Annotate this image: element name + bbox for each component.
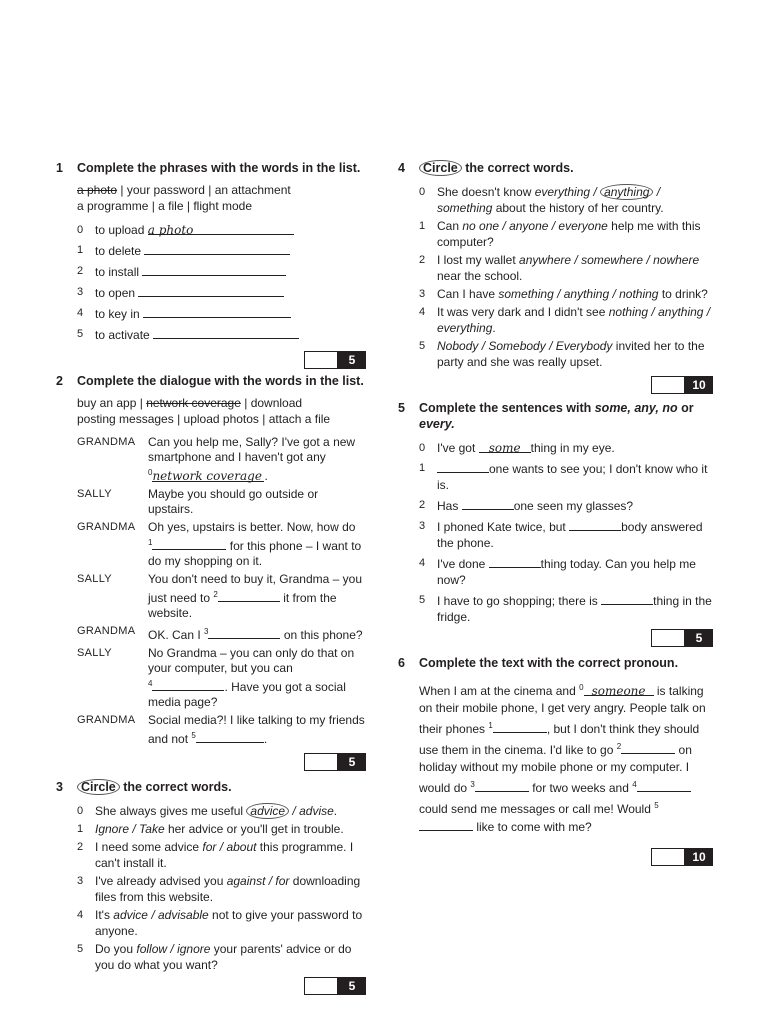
answer-blank[interactable]	[479, 440, 531, 453]
item-number: 0	[77, 224, 84, 236]
score-input[interactable]	[651, 629, 685, 647]
list-item	[419, 555, 713, 588]
item-text: .	[333, 804, 338, 818]
speaker-name: SALLY	[77, 573, 112, 585]
item-number: 1	[77, 244, 84, 256]
exercise-number: 5	[398, 401, 405, 415]
item-text: Can	[437, 219, 463, 233]
item-list	[419, 440, 713, 625]
option-circled[interactable]: advice	[246, 803, 289, 819]
option[interactable]: ignore	[177, 942, 211, 956]
item-text: help me with this computer?	[437, 219, 701, 249]
score-total: 5	[338, 753, 366, 771]
left-column	[56, 160, 366, 995]
handwritten-answer: someone	[591, 684, 646, 698]
item-text: Can I have	[437, 287, 499, 301]
list-item	[419, 497, 713, 514]
paragraph-text: is talking on their mobile phone, I get very angry. People talk on their phones	[419, 684, 706, 736]
item-text: one seen my glasses?	[513, 499, 634, 513]
score-total: 5	[338, 351, 366, 369]
answer-blank[interactable]	[153, 326, 299, 339]
line-text: .	[263, 732, 268, 746]
item-text: invited her to the party and she was really upset.	[437, 339, 705, 369]
word-item: posting messages	[77, 412, 174, 426]
gap-number: 2	[616, 742, 622, 751]
answer-blank[interactable]	[138, 284, 284, 297]
paragraph-text: When I am at the cinema and	[419, 684, 576, 698]
answer-blank[interactable]	[584, 683, 654, 696]
item-text: I have to go shopping; there is	[437, 594, 598, 608]
options[interactable]: Nobody / Somebody / Everybody	[437, 339, 613, 353]
answer-blank[interactable]	[148, 222, 294, 235]
exercise-5-heading	[398, 400, 713, 432]
list-item	[77, 263, 366, 280]
word-item: a file	[158, 199, 184, 213]
item-text: this programme. I can't install it.	[95, 840, 354, 870]
item-list	[419, 184, 713, 370]
list-item	[77, 242, 366, 259]
item-text: thing today. Can you help me now?	[437, 557, 696, 587]
item-number: 3	[77, 875, 84, 887]
score-input[interactable]	[651, 376, 685, 394]
item-text: I phoned Kate twice, but	[437, 520, 566, 534]
exercise-title: Complete the dialogue with the words in the list.	[77, 374, 364, 388]
word-list: a photo | your password | an attachment a programme | a file | flight mode	[77, 183, 291, 213]
item-number: 2	[77, 841, 84, 853]
exercise-1-heading	[56, 160, 366, 176]
score-input[interactable]	[304, 351, 338, 369]
line-text: No Grandma – you can only do that on your computer, but you can	[148, 646, 355, 675]
item-number: 1	[77, 823, 84, 835]
item-text: to activate	[95, 328, 150, 342]
item-text: Do you	[95, 942, 137, 956]
item-text: Has	[437, 499, 459, 513]
item-number: 4	[419, 306, 426, 318]
dialogue-line	[77, 713, 366, 747]
list-item	[77, 941, 366, 973]
list-item	[77, 839, 366, 871]
answer-blank[interactable]	[218, 589, 280, 602]
list-item	[419, 460, 713, 493]
score-box	[398, 848, 713, 866]
score-total: 10	[685, 376, 713, 394]
word-item: a programme	[77, 199, 149, 213]
exercise-title: the correct words.	[123, 780, 232, 794]
exercise-2-heading	[56, 373, 366, 389]
exercise-title: or	[677, 401, 694, 415]
answer-blank[interactable]	[144, 242, 290, 255]
item-text: not to give your password to anyone.	[95, 908, 363, 938]
item-number: 3	[77, 286, 84, 298]
item-number: 5	[419, 340, 426, 352]
gap-number: 4	[148, 679, 153, 688]
gap-fill-text	[419, 679, 711, 836]
dialogue	[77, 435, 366, 747]
item-text: I've done	[437, 557, 486, 571]
score-input[interactable]	[304, 753, 338, 771]
exercise-number: 4	[398, 161, 405, 175]
dialogue-line	[77, 646, 366, 710]
line-text: .	[264, 469, 268, 483]
exercise-3-heading	[56, 779, 366, 795]
exercise-4	[398, 160, 713, 394]
item-number: 0	[419, 442, 426, 454]
item-text: one wants to see you; I don't know who it is.	[437, 462, 708, 492]
option[interactable]: Ignore	[95, 822, 130, 836]
item-text: downloading files from this website.	[95, 874, 361, 904]
item-text: to upload	[95, 223, 145, 237]
options[interactable]: anywhere / somewhere / nowhere	[519, 253, 700, 267]
list-item	[419, 184, 713, 216]
option[interactable]: about	[226, 840, 257, 854]
item-text: to install	[95, 265, 140, 279]
options[interactable]: no one / anyone / everyone	[462, 219, 608, 233]
line-text: Oh yes, upstairs is better. Now, how do	[148, 520, 356, 534]
exercise-title-keywords: every.	[419, 417, 455, 431]
option-circled[interactable]: anything	[600, 184, 653, 200]
exercise-number: 2	[56, 374, 63, 388]
word-item: flight mode	[193, 199, 253, 213]
option[interactable]: advice	[113, 908, 148, 922]
paragraph-text: could send me messages or call me! Would	[419, 802, 651, 816]
handwritten-answer: some	[488, 441, 521, 455]
list-item	[77, 222, 366, 238]
exercise-title: Complete the text with the correct pronoun.	[419, 656, 679, 670]
line-text: . Have you got a social media page?	[148, 680, 346, 709]
speaker-name: SALLY	[77, 488, 112, 500]
item-text: She always gives me useful	[95, 804, 247, 818]
paragraph-text: on holiday without my mobile phone or my computer. I would do	[419, 743, 692, 795]
item-list	[77, 222, 366, 343]
item-number: 1	[419, 220, 426, 232]
dialogue-line	[77, 487, 366, 517]
score-box	[398, 376, 713, 394]
exercise-6-heading	[398, 655, 713, 671]
word-item: an attachment	[214, 183, 291, 197]
options[interactable]: something / anything / nothing	[498, 287, 659, 301]
word-item: attach a file	[268, 412, 331, 426]
item-text: I lost my wallet	[437, 253, 520, 267]
option-separator: /	[289, 804, 300, 818]
item-text: to key in	[95, 307, 140, 321]
speaker-name: GRANDMA	[77, 521, 136, 533]
item-number: 0	[419, 186, 426, 198]
list-item	[77, 821, 366, 837]
item-text: I've already advised you	[95, 874, 227, 888]
word-item: buy an app	[77, 396, 137, 410]
item-text: about the history of her country.	[492, 201, 664, 215]
list-item	[77, 284, 366, 301]
line-text: You don't need to buy it, Grandma – you just need to	[148, 572, 362, 605]
answer-blank[interactable]	[142, 263, 286, 276]
exercise-title: Complete the sentences with	[419, 401, 595, 415]
options[interactable]: everything /	[534, 185, 601, 199]
item-number: 4	[77, 909, 84, 921]
answer-blank[interactable]	[152, 469, 264, 482]
line-text: on this phone?	[283, 628, 363, 642]
exercise-4-heading	[398, 160, 713, 176]
item-text: .	[492, 321, 496, 335]
list-item	[419, 518, 713, 551]
circle-word: Circle	[77, 779, 120, 795]
line-text: for this phone – I want to do my shopping on it.	[148, 539, 362, 568]
speaker-name: GRANDMA	[77, 436, 136, 448]
handwritten-answer: network coverage	[152, 469, 262, 483]
options[interactable]: nothing / anything / everything	[437, 305, 711, 335]
paragraph-text: , but I don't think they should use them in the cinema. I'd like to go	[419, 722, 700, 757]
speaker-name: GRANDMA	[77, 625, 136, 637]
exercise-title: the correct words.	[465, 161, 574, 175]
word-item: a photo	[77, 183, 118, 197]
answer-blank[interactable]	[196, 730, 264, 743]
gap-number: 1	[148, 538, 153, 547]
gap-number: 4	[632, 780, 637, 789]
item-number: 3	[419, 288, 426, 300]
gap-number: 3	[470, 780, 475, 789]
option[interactable]: Take	[139, 822, 165, 836]
gap-number: 5	[191, 731, 196, 740]
score-box	[56, 351, 366, 369]
line-text: Social media?! I like talking to my friends and not	[148, 713, 365, 746]
item-number: 4	[77, 307, 84, 319]
word-item: download	[250, 396, 303, 410]
item-text: to delete	[95, 244, 142, 258]
item-number: 5	[419, 594, 426, 606]
speaker-name: GRANDMA	[77, 714, 136, 726]
gap-number: 1	[488, 721, 493, 730]
exercise-3	[56, 779, 366, 995]
list-item	[419, 440, 713, 456]
item-number: 2	[419, 254, 426, 266]
answer-blank[interactable]	[152, 537, 226, 550]
options[interactable]: / something	[437, 185, 661, 215]
exercise-2	[56, 373, 366, 771]
score-box	[398, 629, 713, 647]
option[interactable]: against	[226, 874, 266, 888]
item-number: 3	[419, 520, 426, 532]
word-list: buy an app | network coverage | download posting messages | upload photos | attach a file	[77, 396, 331, 426]
item-text: I've got	[437, 441, 476, 455]
list-item	[419, 592, 713, 625]
list-item	[419, 252, 713, 284]
right-column	[398, 160, 713, 866]
item-list	[77, 803, 366, 973]
list-item	[419, 286, 713, 302]
item-text: body answered the phone.	[437, 520, 703, 550]
option[interactable]: advisable	[158, 908, 209, 922]
option-separator: /	[129, 822, 140, 836]
list-item	[77, 907, 366, 939]
gap-number: 0	[148, 468, 153, 477]
score-input[interactable]	[304, 977, 338, 995]
answer-blank[interactable]	[143, 305, 291, 318]
item-text: your parents' advice or do you do what you want?	[95, 942, 352, 972]
answer-blank[interactable]	[437, 460, 489, 473]
dialogue-line	[77, 624, 366, 643]
list-item	[419, 218, 713, 250]
exercise-1	[56, 160, 366, 369]
answer-blank[interactable]	[637, 779, 691, 792]
exercise-5	[398, 400, 713, 647]
item-text: thing in the fridge.	[437, 594, 712, 624]
exercise-number: 1	[56, 161, 63, 175]
answer-blank[interactable]	[152, 678, 224, 691]
paragraph-text: for two weeks and	[532, 781, 629, 795]
item-number: 1	[419, 462, 426, 474]
score-box	[56, 753, 366, 771]
list-item	[77, 803, 366, 819]
option[interactable]: for	[275, 874, 290, 888]
option-separator: /	[265, 874, 276, 888]
item-text: I need some advice	[95, 840, 203, 854]
line-text: OK. Can I	[148, 628, 201, 642]
answer-blank[interactable]	[208, 626, 280, 639]
exercise-6	[398, 655, 713, 866]
score-total: 5	[338, 977, 366, 995]
option[interactable]: follow	[136, 942, 168, 956]
exercise-title-keywords: some, any, no	[594, 401, 678, 415]
line-text: Can you help me, Sally? I've got a new smartphone and I haven't got any	[148, 435, 356, 464]
answer-blank[interactable]	[601, 592, 653, 605]
dialogue-line	[77, 435, 366, 484]
item-text: to drink?	[658, 287, 708, 301]
gap-number: 3	[204, 627, 209, 636]
line-text: Maybe you should go outside or upstairs.	[148, 487, 319, 516]
gap-number: 5	[654, 801, 659, 810]
dialogue-line	[77, 572, 366, 621]
item-text: to open	[95, 286, 136, 300]
list-item	[419, 304, 713, 336]
answer-blank[interactable]	[489, 555, 541, 568]
speaker-name: SALLY	[77, 647, 112, 659]
option-separator: /	[167, 942, 178, 956]
score-total: 10	[685, 848, 713, 866]
dialogue-line	[77, 520, 366, 569]
item-text: her advice or you'll get in trouble.	[164, 822, 344, 836]
score-input[interactable]	[651, 848, 685, 866]
item-text: She doesn't know	[437, 185, 535, 199]
word-item: your password	[126, 183, 205, 197]
circle-word: Circle	[419, 160, 462, 176]
handwritten-answer: a photo	[147, 223, 194, 237]
answer-blank[interactable]	[419, 818, 473, 831]
answer-blank[interactable]	[621, 741, 675, 754]
word-item: network coverage	[146, 396, 241, 410]
exercise-number: 3	[56, 780, 63, 794]
option-separator: /	[147, 908, 158, 922]
item-number: 2	[77, 265, 84, 277]
list-item	[419, 338, 713, 370]
item-number: 5	[77, 943, 84, 955]
option-separator: /	[216, 840, 227, 854]
answer-blank[interactable]	[462, 497, 514, 510]
line-text: it from the website.	[148, 591, 337, 620]
list-item	[77, 305, 366, 322]
option[interactable]: for	[202, 840, 217, 854]
exercise-number: 6	[398, 656, 405, 670]
item-number: 5	[77, 328, 84, 340]
item-text: near the school.	[437, 269, 523, 283]
paragraph-text: like to come with me?	[476, 820, 592, 834]
item-text: It was very dark and I didn't see	[437, 305, 609, 319]
option[interactable]: advise	[299, 804, 334, 818]
word-item: upload photos	[183, 412, 259, 426]
item-text: It's	[95, 908, 114, 922]
answer-blank[interactable]	[493, 720, 547, 733]
list-item	[77, 873, 366, 905]
item-number: 4	[419, 557, 426, 569]
gap-number: 0	[579, 683, 584, 692]
item-text: thing in my eye.	[530, 441, 615, 455]
answer-blank[interactable]	[475, 779, 529, 792]
answer-blank[interactable]	[569, 518, 621, 531]
exercise-title: Complete the phrases with the words in the list.	[77, 161, 361, 175]
list-item	[77, 326, 366, 343]
score-box	[56, 977, 366, 995]
score-total: 5	[685, 629, 713, 647]
item-number: 2	[419, 499, 426, 511]
item-number: 0	[77, 805, 84, 817]
gap-number: 2	[213, 590, 218, 599]
